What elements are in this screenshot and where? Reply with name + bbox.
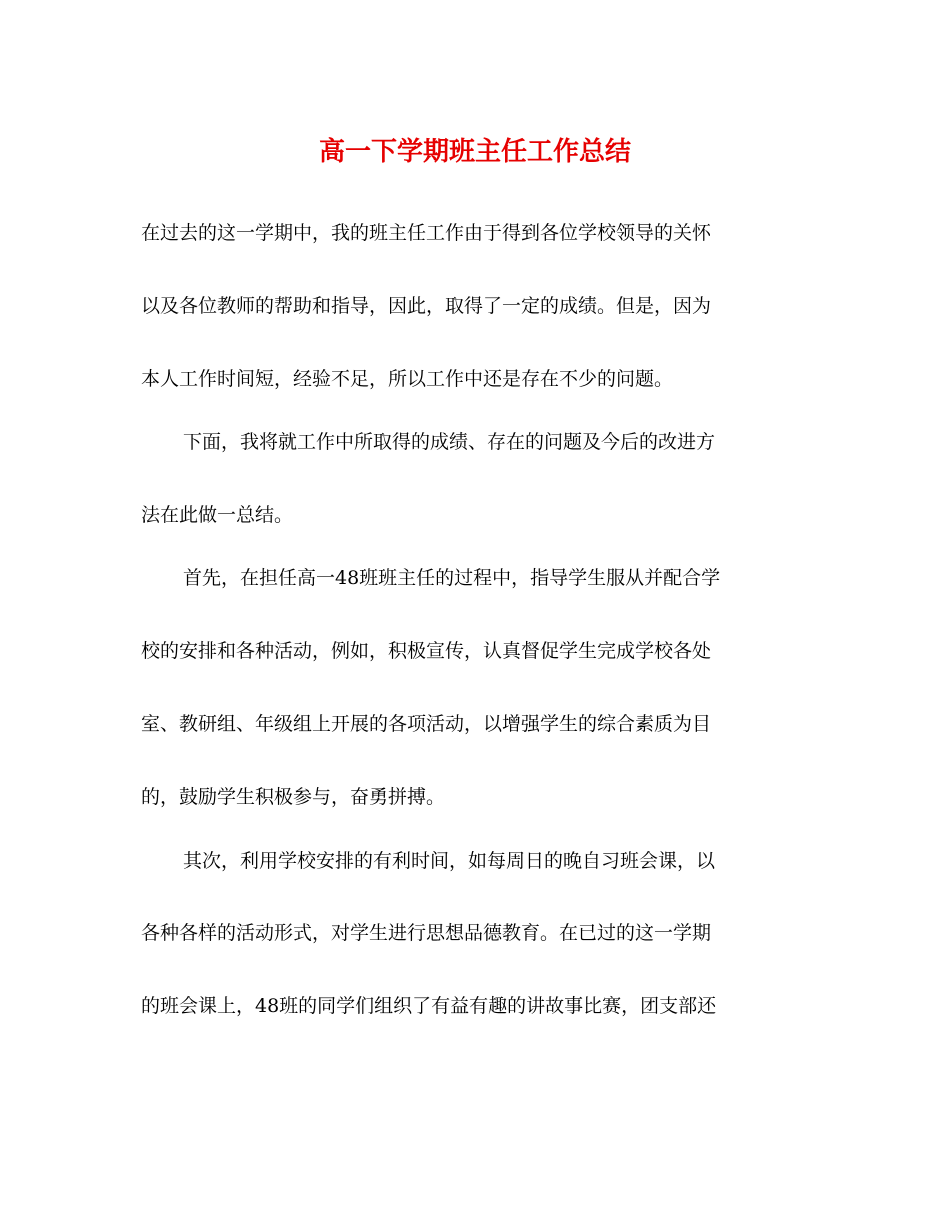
paragraph-1-line-3: 本人工作时间短，经验不足，所以工作中还是存在不少的问题。	[141, 368, 674, 390]
paragraph-4-line-1: 其次，利用学校安排的有利时间，如每周日的晚自习班会课，以	[183, 850, 716, 872]
paragraph-4-line-2: 各种各样的活动形式，对学生进行思想品德教育。在已过的这一学期	[141, 922, 712, 944]
paragraph-2-line-2: 法在此做一总结。	[141, 504, 294, 526]
paragraph-3-line-2: 校的安排和各种活动，例如，积极宣传，认真督促学生完成学校各处	[141, 640, 712, 662]
paragraph-2-line-1: 下面，我将就工作中所取得的成绩、存在的问题及今后的改进方	[183, 431, 716, 453]
paragraph-3-line-3: 室、教研组、年级组上开展的各项活动，以增强学生的综合素质为目	[141, 713, 712, 735]
paragraph-3-line-4: 的，鼓励学生积极参与，奋勇拼搏。	[141, 786, 446, 808]
paragraph-4-line-3: 的班会课上，48班的同学们组织了有益有趣的讲故事比赛，团支部还	[141, 995, 717, 1017]
paragraph-3-line-1: 首先，在担任高一48班班主任的过程中，指导学生服从并配合学	[183, 567, 721, 589]
paragraph-1-line-1: 在过去的这一学期中，我的班主任工作由于得到各位学校领导的关怀	[141, 222, 712, 244]
paragraph-1-line-2: 以及各位教师的帮助和指导，因此，取得了一定的成绩。但是，因为	[141, 295, 712, 317]
document-title: 高一下学期班主任工作总结	[318, 137, 631, 167]
